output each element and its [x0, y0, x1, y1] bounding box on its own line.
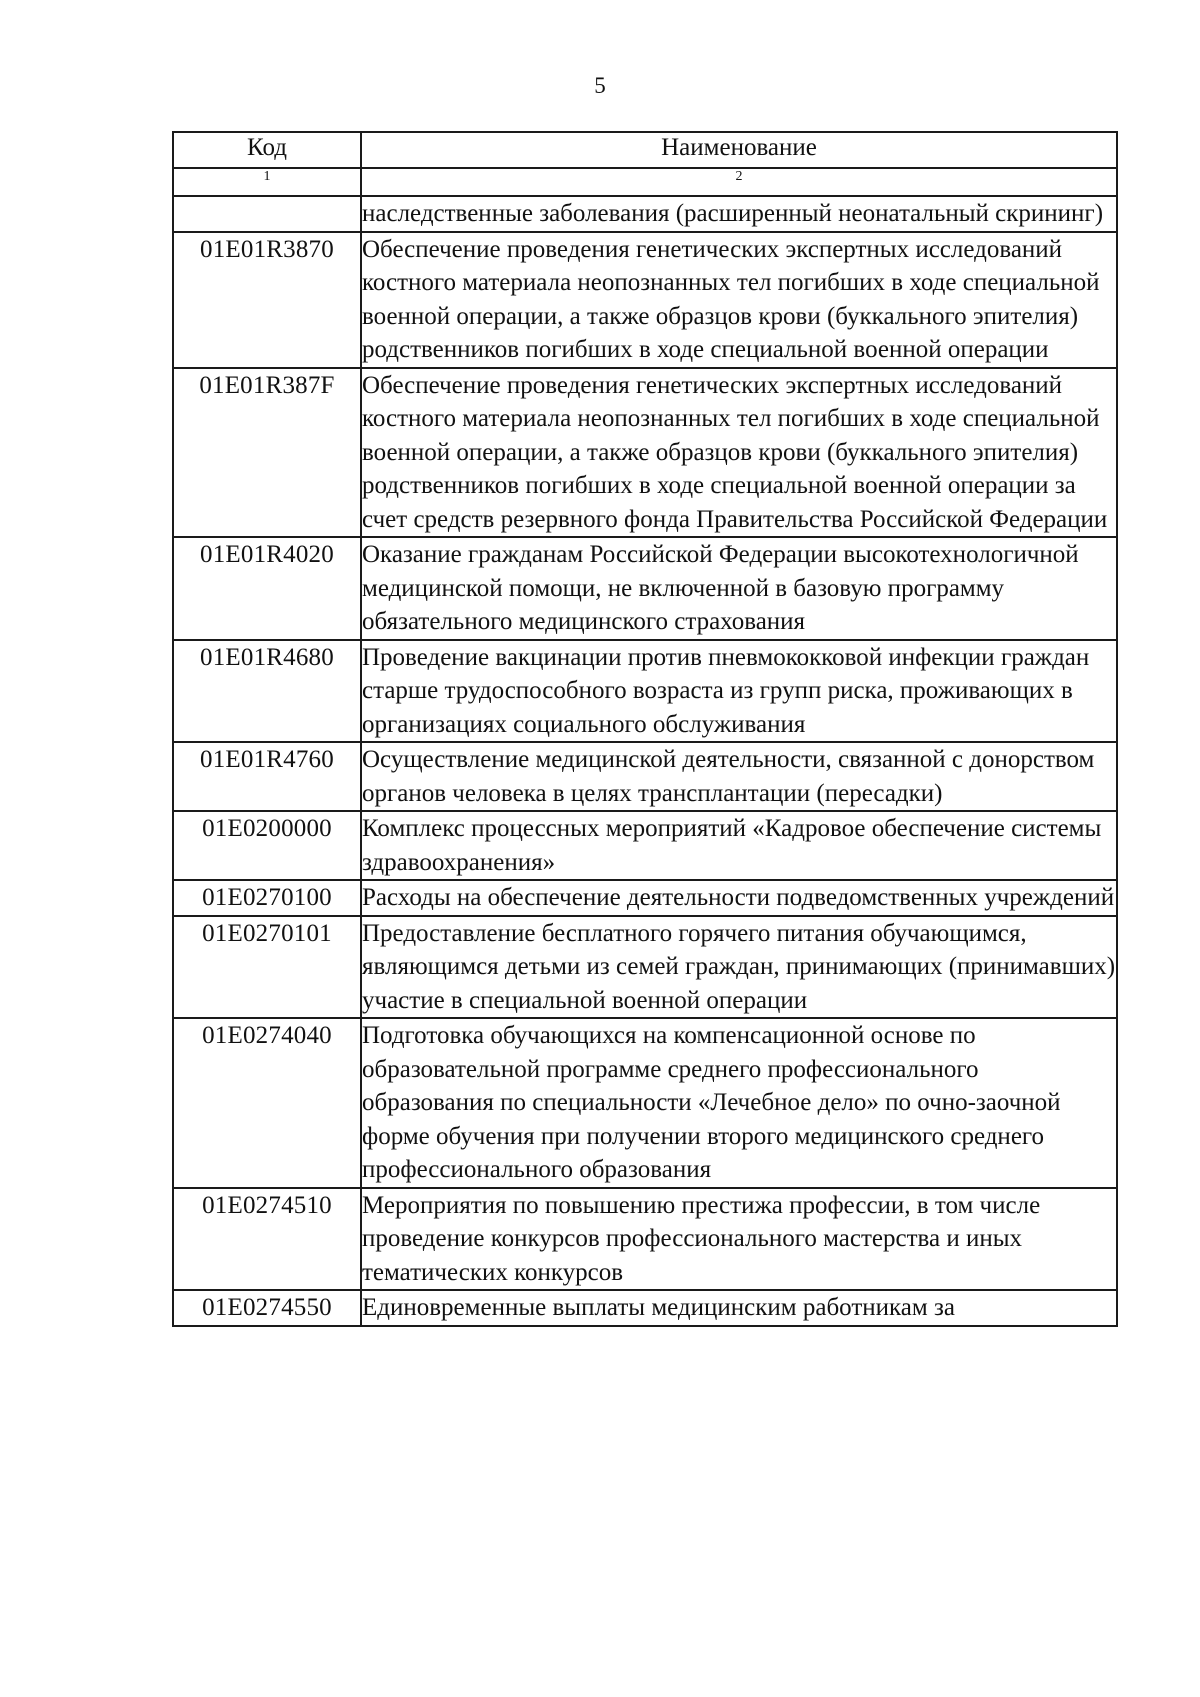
row-code: [173, 196, 361, 232]
row-code: 01Е01R4760: [173, 742, 361, 811]
row-name: Единовременные выплаты медицинским работникам за: [361, 1290, 1117, 1326]
row-code: 01Е0274550: [173, 1290, 361, 1326]
table-row: [173, 1290, 1117, 1326]
table-row: [173, 196, 1117, 232]
row-code: 01Е01R4680: [173, 640, 361, 743]
table-row: [173, 1018, 1117, 1188]
row-code: 01Е0200000: [173, 811, 361, 880]
table-row: [173, 811, 1117, 880]
column-number-code: 1: [173, 168, 361, 196]
row-name: Расходы на обеспечение деятельности подведомственных учреждений: [361, 880, 1117, 916]
table-row: [173, 537, 1117, 640]
row-code: 01Е01R387F: [173, 368, 361, 538]
row-name: Обеспечение проведения генетических экспертных исследований костного материала неопознанных тел погибших в ходе специальной военной операции, а также образцов крови (буккального эпителия) родственников погибших в ходе специальной военной операции: [361, 232, 1117, 368]
row-name: Предоставление бесплатного горячего питания обучающимся, являющимся детьми из семей граждан, принимающих (принимавших) участие в специальной военной операции: [361, 916, 1117, 1019]
row-code: 01Е0274510: [173, 1188, 361, 1291]
row-code: 01Е0274040: [173, 1018, 361, 1188]
column-number-name: 2: [361, 168, 1117, 196]
table-row: [173, 742, 1117, 811]
table-row: [173, 880, 1117, 916]
header-code: Код: [173, 132, 361, 168]
row-code: 01Е0270100: [173, 880, 361, 916]
header-row: [173, 132, 1117, 168]
table-row: [173, 640, 1117, 743]
column-number-row: [173, 168, 1117, 196]
table-row: [173, 368, 1117, 538]
row-code: 01Е01R3870: [173, 232, 361, 368]
row-name: Комплекс процессных мероприятий «Кадровое обеспечение системы здравоохранения»: [361, 811, 1117, 880]
budget-codes-table: [172, 131, 1118, 1327]
table-row: [173, 916, 1117, 1019]
table-body: [173, 196, 1117, 1326]
row-name: Обеспечение проведения генетических экспертных исследований костного материала неопознанных тел погибших в ходе специальной военной операции, а также образцов крови (буккального эпителия) родственников погибших в ходе специальной военной операции за счет средств резервного фонда Правительства Российской Федерации: [361, 368, 1117, 538]
row-name: Оказание гражданам Российской Федерации высокотехнологичной медицинской помощи, не включенной в базовую программу обязательного медицинского страхования: [361, 537, 1117, 640]
row-name: наследственные заболевания (расширенный неонатальный скрининг): [361, 196, 1117, 232]
table-row: [173, 1188, 1117, 1291]
table-row: [173, 232, 1117, 368]
row-name: Подготовка обучающихся на компенсационной основе по образовательной программе среднего профессионального образования по специальности «Лечебное дело» по очно-заочной форме обучения при получении второго медицинского среднего профессионального образования: [361, 1018, 1117, 1188]
row-name: Мероприятия по повышению престижа профессии, в том числе проведение конкурсов профессионального мастерства и иных тематических конкурсов: [361, 1188, 1117, 1291]
row-name: Проведение вакцинации против пневмококковой инфекции граждан старше трудоспособного возраста из групп риска, проживающих в организациях социального обслуживания: [361, 640, 1117, 743]
table-header: [173, 132, 1117, 196]
header-name: Наименование: [361, 132, 1117, 168]
row-name: Осуществление медицинской деятельности, связанной с донорством органов человека в целях трансплантации (пересадки): [361, 742, 1117, 811]
row-code: 01Е0270101: [173, 916, 361, 1019]
row-code: 01Е01R4020: [173, 537, 361, 640]
page-number: 5: [594, 73, 606, 98]
